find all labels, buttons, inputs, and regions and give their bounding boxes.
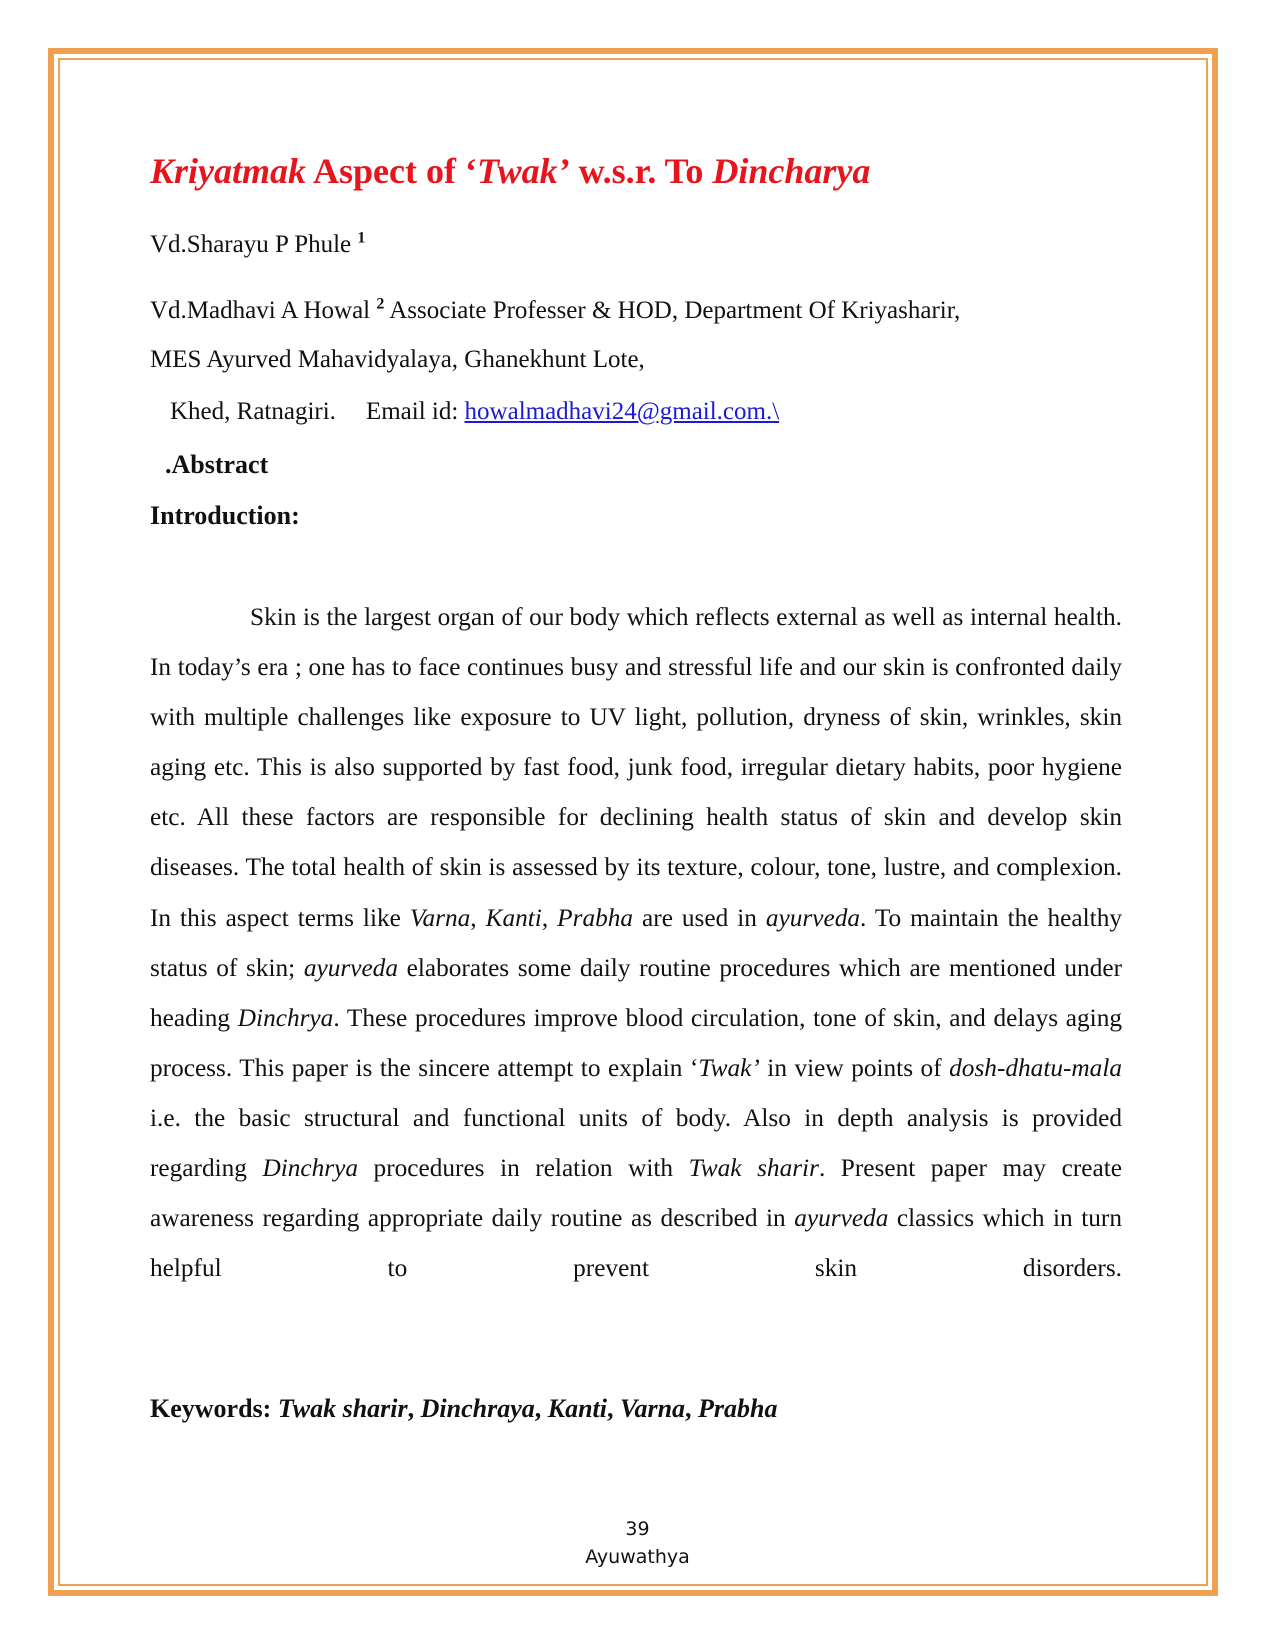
introduction-heading: Introduction: (150, 501, 300, 530)
keywords-label: Keywords: (150, 1394, 278, 1423)
author-1-superscript: 1 (357, 229, 366, 247)
keyword-item: Dinchraya (420, 1394, 535, 1423)
journal-name: Ayuwathya (585, 1546, 690, 1568)
affiliation-line: MES Ayurved Mahavidyalaya, Ghanekhunt Lote, (150, 346, 645, 373)
page-number: 39 (625, 1518, 650, 1540)
author-2: Vd.Madhavi A Howal $^2$ Associate Professer & HOD, Department Of Kriyasharir, (150, 295, 961, 324)
keyword-item: Varna (620, 1394, 686, 1423)
email-label: Email id: (365, 398, 465, 425)
keyword-item: Prabha (698, 1394, 778, 1423)
abstract-paragraph: Skin is the largest organ of our body which reflects external as well as internal health. In today’s era ; one has to face continues busy and stressful life and our skin is confronted daily with multiple challenges like exposure to UV light, pollution, dryness of skin, wrinkles, skin aging etc. This is also supported by fast food, junk food, irregular dietary habits, poor hygiene etc. All these factors are responsible for declining health status of skin and develop skin diseases. The total health of skin is assessed by its texture, colour, tone, lustre, and complexion. In this aspect terms like Varna, Kanti, Prabha are used in ayurveda. To maintain the healthy status of skin; ayurveda elaborates some daily routine procedures which are mentioned under heading Dinchrya. These procedures improve blood circulation, tone of skin, and delays aging process. This paper is the sincere attempt to explain ‘Twak’ in view points of dosh-dhatu-mala i.e. the basic structural and functional units of body. Also in depth analysis is provided regarding Dinchrya procedures in relation with Twak sharir. Present paper may create awareness regarding appropriate daily routine as described in ayurveda classics which in turn helpful to prevent skin disorders. (150, 603, 1123, 1283)
paper-title: Kriyatmak Aspect of ‘Twak’ w.s.r. To Dincharya (150, 151, 871, 191)
author-2-superscript: 2 (376, 295, 385, 313)
keyword-item: Kanti (547, 1394, 607, 1423)
author-1: Vd.Sharayu P Phule $^1$ (150, 229, 366, 258)
keyword-item: Twak sharir (277, 1394, 408, 1423)
keywords-line: Keywords: Twak sharir, Dinchraya, Kanti, Varna, Prabha (150, 1394, 778, 1423)
location-email-line (170, 397, 779, 427)
email-link[interactable]: howalmadhavi24@gmail.com.\ (464, 398, 780, 425)
location: Khed, Ratnagiri. (170, 398, 336, 425)
abstract-heading: .Abstract (165, 450, 269, 479)
